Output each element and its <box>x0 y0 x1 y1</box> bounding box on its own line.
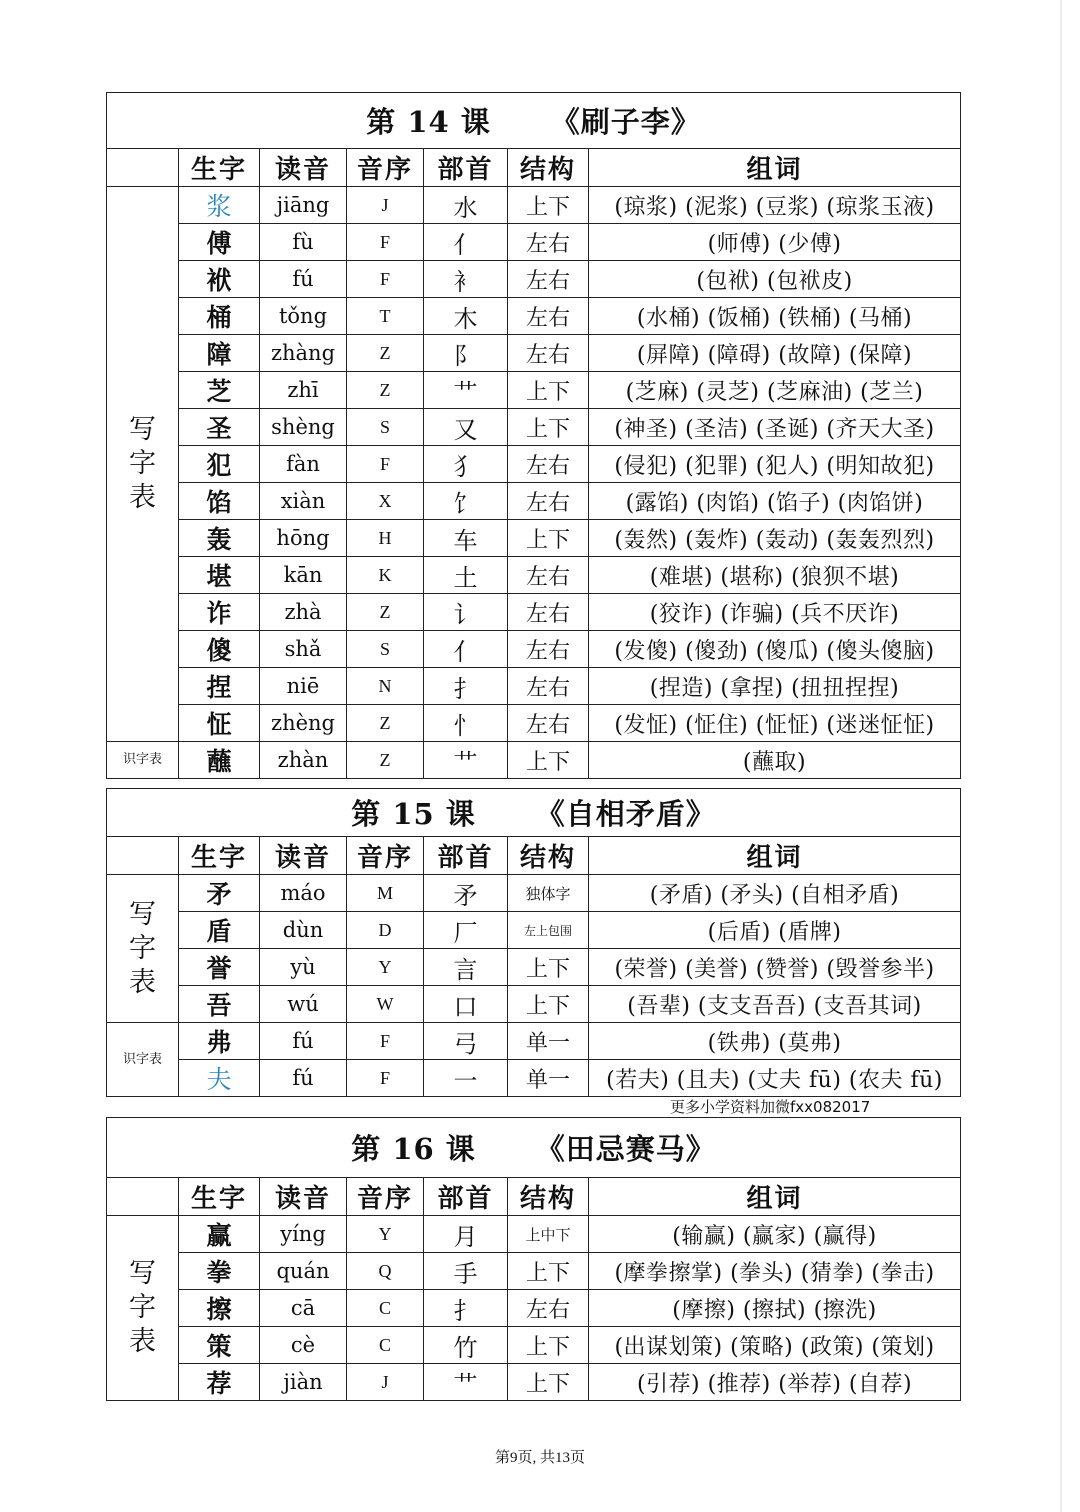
sequence-cell: F <box>347 1023 424 1060</box>
char-cell: 桶 <box>179 298 260 335</box>
char-cell: 荐 <box>179 1364 260 1401</box>
words-cell: (蘸取) <box>589 742 961 779</box>
radical-cell: 衤 <box>424 261 508 298</box>
table-row <box>107 187 961 224</box>
sequence-cell: J <box>347 1364 424 1401</box>
radical-cell: 扌 <box>424 668 508 705</box>
words-cell: (矛盾) (矛头) (自相矛盾) <box>589 875 961 912</box>
char-cell: 芝 <box>179 372 260 409</box>
sequence-cell: H <box>347 520 424 557</box>
structure-cell: 上中下 <box>508 1216 589 1253</box>
char-cell: 策 <box>179 1327 260 1364</box>
char-cell: 诈 <box>179 594 260 631</box>
words-cell: (屏障) (障碍) (故障) (保障) <box>589 335 961 372</box>
radical-cell: 亻 <box>424 224 508 261</box>
lesson-name: 《刷子李》 <box>550 105 701 139</box>
category-text: 识字表 <box>122 1051 162 1067</box>
words-cell: (引荐) (推荐) (举荐) (自荐) <box>589 1364 961 1401</box>
pinyin-cell: jiāng <box>260 187 347 224</box>
sequence-cell: D <box>347 912 424 949</box>
table-row <box>107 335 961 372</box>
char-cell: 怔 <box>179 705 260 742</box>
header-blank <box>107 1178 179 1216</box>
lesson-title-row <box>107 93 961 149</box>
column-header: 生字 <box>179 149 260 187</box>
radical-cell: 饣 <box>424 483 508 520</box>
sequence-cell: F <box>347 261 424 298</box>
sequence-cell: Y <box>347 1216 424 1253</box>
char-cell: 傅 <box>179 224 260 261</box>
sequence-cell: Z <box>347 705 424 742</box>
table-row <box>107 631 961 668</box>
structure-cell: 左右 <box>508 446 589 483</box>
lesson-title <box>107 789 961 837</box>
column-header: 生字 <box>179 837 260 875</box>
radical-cell: 扌 <box>424 1290 508 1327</box>
radical-cell: 艹 <box>424 372 508 409</box>
category-text: 识字表 <box>122 752 162 767</box>
structure-cell: 独体字 <box>508 875 589 912</box>
category-label <box>107 1216 179 1401</box>
sequence-cell: S <box>347 409 424 446</box>
structure-cell: 上下 <box>508 409 589 446</box>
pinyin-cell: zhī <box>260 372 347 409</box>
char-cell: 傻 <box>179 631 260 668</box>
radical-cell: 木 <box>424 298 508 335</box>
table-row <box>107 520 961 557</box>
words-cell: (后盾) (盾牌) <box>589 912 961 949</box>
words-cell: (轰然) (轰炸) (轰动) (轰轰烈烈) <box>589 520 961 557</box>
lesson-title-row <box>107 1118 961 1178</box>
column-header: 音序 <box>347 149 424 187</box>
words-cell: (芝麻) (灵芝) (芝麻油) (芝兰) <box>589 372 961 409</box>
column-header: 组词 <box>589 1178 961 1216</box>
lesson-number: 第 14 课 <box>366 105 491 139</box>
structure-cell: 左右 <box>508 631 589 668</box>
table-row <box>107 1023 961 1060</box>
structure-cell: 上下 <box>508 187 589 224</box>
structure-cell: 左右 <box>508 224 589 261</box>
column-header: 组词 <box>589 837 961 875</box>
words-cell: (琼浆) (泥浆) (豆浆) (琼浆玉液) <box>589 187 961 224</box>
char-cell: 拳 <box>179 1253 260 1290</box>
radical-cell: 阝 <box>424 335 508 372</box>
structure-cell: 左上包围 <box>508 912 589 949</box>
column-header: 读音 <box>260 149 347 187</box>
pinyin-cell: cā <box>260 1290 347 1327</box>
char-cell: 盾 <box>179 912 260 949</box>
page-footer: 第9页, 共13页 <box>494 1450 585 1466</box>
lesson-title <box>107 93 961 149</box>
table-row <box>107 949 961 986</box>
radical-cell: 一 <box>424 1060 508 1097</box>
radical-cell: 言 <box>424 949 508 986</box>
radical-cell: 又 <box>424 409 508 446</box>
lesson-table <box>106 788 961 1097</box>
words-cell: (出谋划策) (策略) (政策) (策划) <box>589 1327 961 1364</box>
pinyin-cell: yíng <box>260 1216 347 1253</box>
pinyin-cell: shèng <box>260 409 347 446</box>
table-row <box>107 1060 961 1097</box>
words-cell: (铁弗) (莫弗) <box>589 1023 961 1060</box>
structure-cell: 左右 <box>508 483 589 520</box>
sequence-cell: C <box>347 1327 424 1364</box>
pinyin-cell: zhèng <box>260 705 347 742</box>
radical-cell: 竹 <box>424 1327 508 1364</box>
char-cell: 誉 <box>179 949 260 986</box>
words-cell: (发傻) (傻劲) (傻瓜) (傻头傻脑) <box>589 631 961 668</box>
sequence-cell: Q <box>347 1253 424 1290</box>
column-header: 部首 <box>424 1178 508 1216</box>
category-label <box>107 1023 179 1097</box>
pinyin-cell: quán <box>260 1253 347 1290</box>
column-header: 组词 <box>589 149 961 187</box>
pinyin-cell: fù <box>260 224 347 261</box>
structure-cell: 左右 <box>508 668 589 705</box>
category-label <box>107 875 179 1023</box>
column-header: 结构 <box>508 149 589 187</box>
structure-cell: 左右 <box>508 594 589 631</box>
words-cell: (水桶) (饭桶) (铁桶) (马桶) <box>589 298 961 335</box>
column-header: 结构 <box>508 1178 589 1216</box>
pinyin-cell: wú <box>260 986 347 1023</box>
table-row <box>107 1216 961 1253</box>
words-cell: (侵犯) (犯罪) (犯人) (明知故犯) <box>589 446 961 483</box>
table-row <box>107 594 961 631</box>
table-row <box>107 372 961 409</box>
table-row <box>107 705 961 742</box>
radical-cell: 矛 <box>424 875 508 912</box>
table-row <box>107 668 961 705</box>
char-cell: 浆 <box>179 187 260 224</box>
table-row <box>107 1364 961 1401</box>
sequence-cell: F <box>347 1060 424 1097</box>
promo-note: 更多小学资料加微fxx082017 <box>670 1098 871 1116</box>
sequence-cell: J <box>347 187 424 224</box>
pinyin-cell: jiàn <box>260 1364 347 1401</box>
words-cell: (狡诈) (诈骗) (兵不厌诈) <box>589 594 961 631</box>
char-cell: 吾 <box>179 986 260 1023</box>
sequence-cell: F <box>347 446 424 483</box>
page-edge <box>1060 0 1062 1512</box>
words-cell: (若夫) (且夫) (丈夫 fū) (农夫 fū) <box>589 1060 961 1097</box>
pinyin-cell: zhàn <box>260 742 347 779</box>
structure-cell: 上下 <box>508 949 589 986</box>
sequence-cell: Z <box>347 335 424 372</box>
char-cell: 障 <box>179 335 260 372</box>
table-row <box>107 986 961 1023</box>
header-blank <box>107 149 179 187</box>
header-row <box>107 149 961 187</box>
words-cell: (摩擦) (擦拭) (擦洗) <box>589 1290 961 1327</box>
char-cell: 擦 <box>179 1290 260 1327</box>
pinyin-cell: zhàng <box>260 335 347 372</box>
lesson-name: 《田忌赛马》 <box>535 1132 716 1166</box>
char-cell: 赢 <box>179 1216 260 1253</box>
sequence-cell: X <box>347 483 424 520</box>
column-header: 部首 <box>424 837 508 875</box>
words-cell: (包袱) (包袱皮) <box>589 261 961 298</box>
char-cell: 弗 <box>179 1023 260 1060</box>
radical-cell: 水 <box>424 187 508 224</box>
radical-cell: 艹 <box>424 742 508 779</box>
sequence-cell: W <box>347 986 424 1023</box>
structure-cell: 左右 <box>508 335 589 372</box>
table-row <box>107 1253 961 1290</box>
sequence-cell: Z <box>347 372 424 409</box>
words-cell: (吾辈) (支支吾吾) (支吾其词) <box>589 986 961 1023</box>
char-cell: 捏 <box>179 668 260 705</box>
lesson-title <box>107 1118 961 1178</box>
structure-cell: 上下 <box>508 520 589 557</box>
pinyin-cell: fú <box>260 261 347 298</box>
table-row <box>107 446 961 483</box>
table-row <box>107 912 961 949</box>
table-row <box>107 298 961 335</box>
structure-cell: 上下 <box>508 372 589 409</box>
lesson-name: 《自相矛盾》 <box>535 797 716 831</box>
structure-cell: 上下 <box>508 986 589 1023</box>
words-cell: (捏造) (拿捏) (扭扭捏捏) <box>589 668 961 705</box>
words-cell: (难堪) (堪称) (狼狈不堪) <box>589 557 961 594</box>
sequence-cell: C <box>347 1290 424 1327</box>
column-header: 生字 <box>179 1178 260 1216</box>
radical-cell: 手 <box>424 1253 508 1290</box>
structure-cell: 上下 <box>508 1364 589 1401</box>
structure-cell: 左右 <box>508 261 589 298</box>
column-header: 读音 <box>260 837 347 875</box>
structure-cell: 左右 <box>508 1290 589 1327</box>
char-cell: 夫 <box>179 1060 260 1097</box>
table-row <box>107 1327 961 1364</box>
pinyin-cell: kān <box>260 557 347 594</box>
table-row <box>107 224 961 261</box>
lesson-table <box>106 1117 961 1401</box>
char-cell: 圣 <box>179 409 260 446</box>
char-cell: 馅 <box>179 483 260 520</box>
words-cell: (露馅) (肉馅) (馅子) (肉馅饼) <box>589 483 961 520</box>
radical-cell: 车 <box>424 520 508 557</box>
pinyin-cell: zhà <box>260 594 347 631</box>
sequence-cell: Z <box>347 594 424 631</box>
structure-cell: 单一 <box>508 1023 589 1060</box>
column-header: 音序 <box>347 1178 424 1216</box>
radical-cell: 弓 <box>424 1023 508 1060</box>
words-cell: (输赢) (赢家) (赢得) <box>589 1216 961 1253</box>
category-label <box>107 187 179 742</box>
category-label <box>107 742 179 779</box>
words-cell: (摩拳擦掌) (拳头) (猜拳) (拳击) <box>589 1253 961 1290</box>
table-row <box>107 742 961 779</box>
structure-cell: 左右 <box>508 298 589 335</box>
char-cell: 矛 <box>179 875 260 912</box>
radical-cell: 厂 <box>424 912 508 949</box>
char-cell: 蘸 <box>179 742 260 779</box>
structure-cell: 上下 <box>508 1327 589 1364</box>
pinyin-cell: xiàn <box>260 483 347 520</box>
header-row <box>107 837 961 875</box>
table-row <box>107 261 961 298</box>
sequence-cell: Y <box>347 949 424 986</box>
pinyin-cell: hōng <box>260 520 347 557</box>
structure-cell: 上下 <box>508 742 589 779</box>
category-text: 写字表 <box>129 414 156 513</box>
pinyin-cell: dùn <box>260 912 347 949</box>
category-text: 写字表 <box>129 1258 156 1357</box>
pinyin-cell: máo <box>260 875 347 912</box>
radical-cell: 月 <box>424 1216 508 1253</box>
column-header: 音序 <box>347 837 424 875</box>
lesson-number: 第 15 课 <box>351 797 476 831</box>
words-cell: (师傅) (少傅) <box>589 224 961 261</box>
header-row <box>107 1178 961 1216</box>
radical-cell: 艹 <box>424 1364 508 1401</box>
radical-cell: 忄 <box>424 705 508 742</box>
char-cell: 袱 <box>179 261 260 298</box>
column-header: 结构 <box>508 837 589 875</box>
radical-cell: 犭 <box>424 446 508 483</box>
pinyin-cell: cè <box>260 1327 347 1364</box>
table-row <box>107 557 961 594</box>
pinyin-cell: tǒng <box>260 298 347 335</box>
sequence-cell: M <box>347 875 424 912</box>
sequence-cell: S <box>347 631 424 668</box>
pinyin-cell: niē <box>260 668 347 705</box>
radical-cell: 讠 <box>424 594 508 631</box>
category-text: 写字表 <box>129 898 156 998</box>
structure-cell: 上下 <box>508 1253 589 1290</box>
sequence-cell: T <box>347 298 424 335</box>
pinyin-cell: fú <box>260 1023 347 1060</box>
lesson-number: 第 16 课 <box>351 1132 476 1166</box>
radical-cell: 亻 <box>424 631 508 668</box>
lesson-table <box>106 92 961 779</box>
column-header: 读音 <box>260 1178 347 1216</box>
table-row <box>107 875 961 912</box>
structure-cell: 单一 <box>508 1060 589 1097</box>
char-cell: 堪 <box>179 557 260 594</box>
words-cell: (荣誉) (美誉) (赞誉) (毁誉参半) <box>589 949 961 986</box>
structure-cell: 左右 <box>508 557 589 594</box>
pinyin-cell: fú <box>260 1060 347 1097</box>
sequence-cell: N <box>347 668 424 705</box>
sequence-cell: F <box>347 224 424 261</box>
char-cell: 轰 <box>179 520 260 557</box>
lesson-title-row <box>107 789 961 837</box>
sequence-cell: K <box>347 557 424 594</box>
radical-cell: 土 <box>424 557 508 594</box>
column-header: 部首 <box>424 149 508 187</box>
pinyin-cell: fàn <box>260 446 347 483</box>
words-cell: (发怔) (怔住) (怔怔) (迷迷怔怔) <box>589 705 961 742</box>
header-blank <box>107 837 179 875</box>
words-cell: (神圣) (圣洁) (圣诞) (齐天大圣) <box>589 409 961 446</box>
radical-cell: 口 <box>424 986 508 1023</box>
structure-cell: 左右 <box>508 705 589 742</box>
sequence-cell: Z <box>347 742 424 779</box>
char-cell: 犯 <box>179 446 260 483</box>
pinyin-cell: yù <box>260 949 347 986</box>
table-row <box>107 409 961 446</box>
table-row <box>107 483 961 520</box>
pinyin-cell: shǎ <box>260 631 347 668</box>
table-row <box>107 1290 961 1327</box>
